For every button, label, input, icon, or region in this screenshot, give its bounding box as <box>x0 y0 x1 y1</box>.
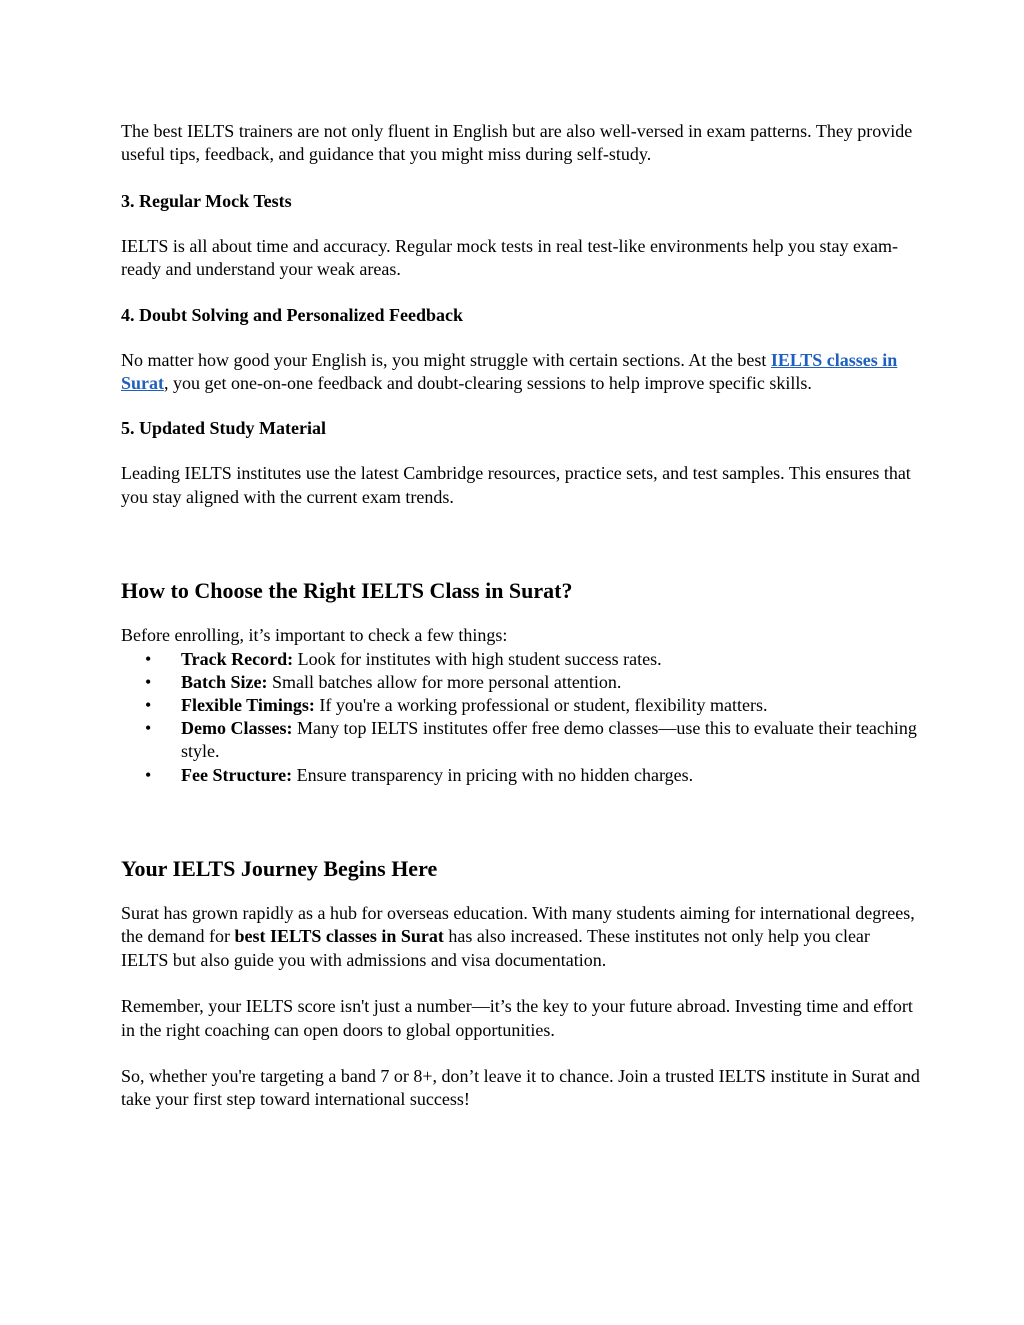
doubt-solving-paragraph <box>121 349 921 396</box>
list-item-label: Batch Size: <box>181 671 268 692</box>
doubt-solving-text-before: No matter how good your English is, you might struggle with certain sections. At the best <box>121 349 771 370</box>
journey-paragraph-2: Remember, your IELTS score isn't just a number—it’s the key to your future abroad. Investing time and effort in the right coaching can open doors to global opportunities. <box>121 996 913 1040</box>
list-item-text: If you're a working professional or student, flexibility matters. <box>314 695 768 716</box>
list-item-label: Fee Structure: <box>181 764 293 785</box>
heading-how-to-choose: How to Choose the Right IELTS Class in Surat? <box>121 578 573 604</box>
choose-intro-paragraph: Before enrolling, it’s important to check a few things: <box>121 625 508 646</box>
list-item <box>121 648 921 671</box>
study-material-paragraph: Leading IELTS institutes use the latest Cambridge resources, practice sets, and test samples. This ensures that you stay aligned with the current exam trends. <box>121 463 911 507</box>
list-item-label: Demo Classes: <box>181 718 293 739</box>
choose-checklist <box>121 648 921 787</box>
list-item-text: Many top IELTS institutes offer free demo classes—use this to evaluate their teaching style. <box>181 718 917 762</box>
list-item <box>121 717 921 763</box>
journey-p1-text-before: Surat has grown rapidly as a hub for overseas education. With many students aiming for international degrees, the demand for <box>121 902 915 947</box>
heading-doubt-solving: 4. Doubt Solving and Personalized Feedback <box>121 304 464 325</box>
list-item <box>121 764 921 787</box>
document-page <box>121 120 921 1112</box>
journey-p1-bold-phrase: best IELTS classes in Surat <box>234 926 444 947</box>
ielts-classes-surat-link[interactable]: IELTS classes in Surat <box>121 349 898 394</box>
journey-paragraph-3: So, whether you're targeting a band 7 or 8+, don’t leave it to chance. Join a trusted IELTS institute in Surat and take your first step toward international success! <box>121 1065 920 1110</box>
list-item-label: Flexible Timings: <box>181 695 315 716</box>
journey-p1-text-after: has also increased. These institutes not only help you clear IELTS but also guide you with admissions and visa documentation. <box>121 926 870 970</box>
mock-tests-paragraph: IELTS is all about time and accuracy. Regular mock tests in real test-like environments help you stay exam-ready and understand your weak areas. <box>121 235 898 280</box>
list-item <box>121 694 921 717</box>
list-item-text: Small batches allow for more personal attention. <box>267 671 622 692</box>
heading-regular-mock-tests: 3. Regular Mock Tests <box>121 190 292 211</box>
heading-updated-study-material: 5. Updated Study Material <box>121 418 327 439</box>
intro-paragraph: The best IELTS trainers are not only fluent in English but are also well-versed in exam patterns. They provide useful tips, feedback, and guidance that you might miss during self-study. <box>121 121 913 165</box>
doubt-solving-text-after: , you get one-on-one feedback and doubt-clearing sessions to help improve specific skills. <box>164 373 812 394</box>
list-item-label: Track Record: <box>181 648 294 669</box>
list-item <box>121 671 921 694</box>
list-item-text: Look for institutes with high student success rates. <box>293 648 662 669</box>
journey-paragraph-1 <box>121 902 921 972</box>
list-item-text: Ensure transparency in pricing with no hidden charges. <box>292 764 694 785</box>
heading-your-ielts-journey: Your IELTS Journey Begins Here <box>121 855 438 881</box>
